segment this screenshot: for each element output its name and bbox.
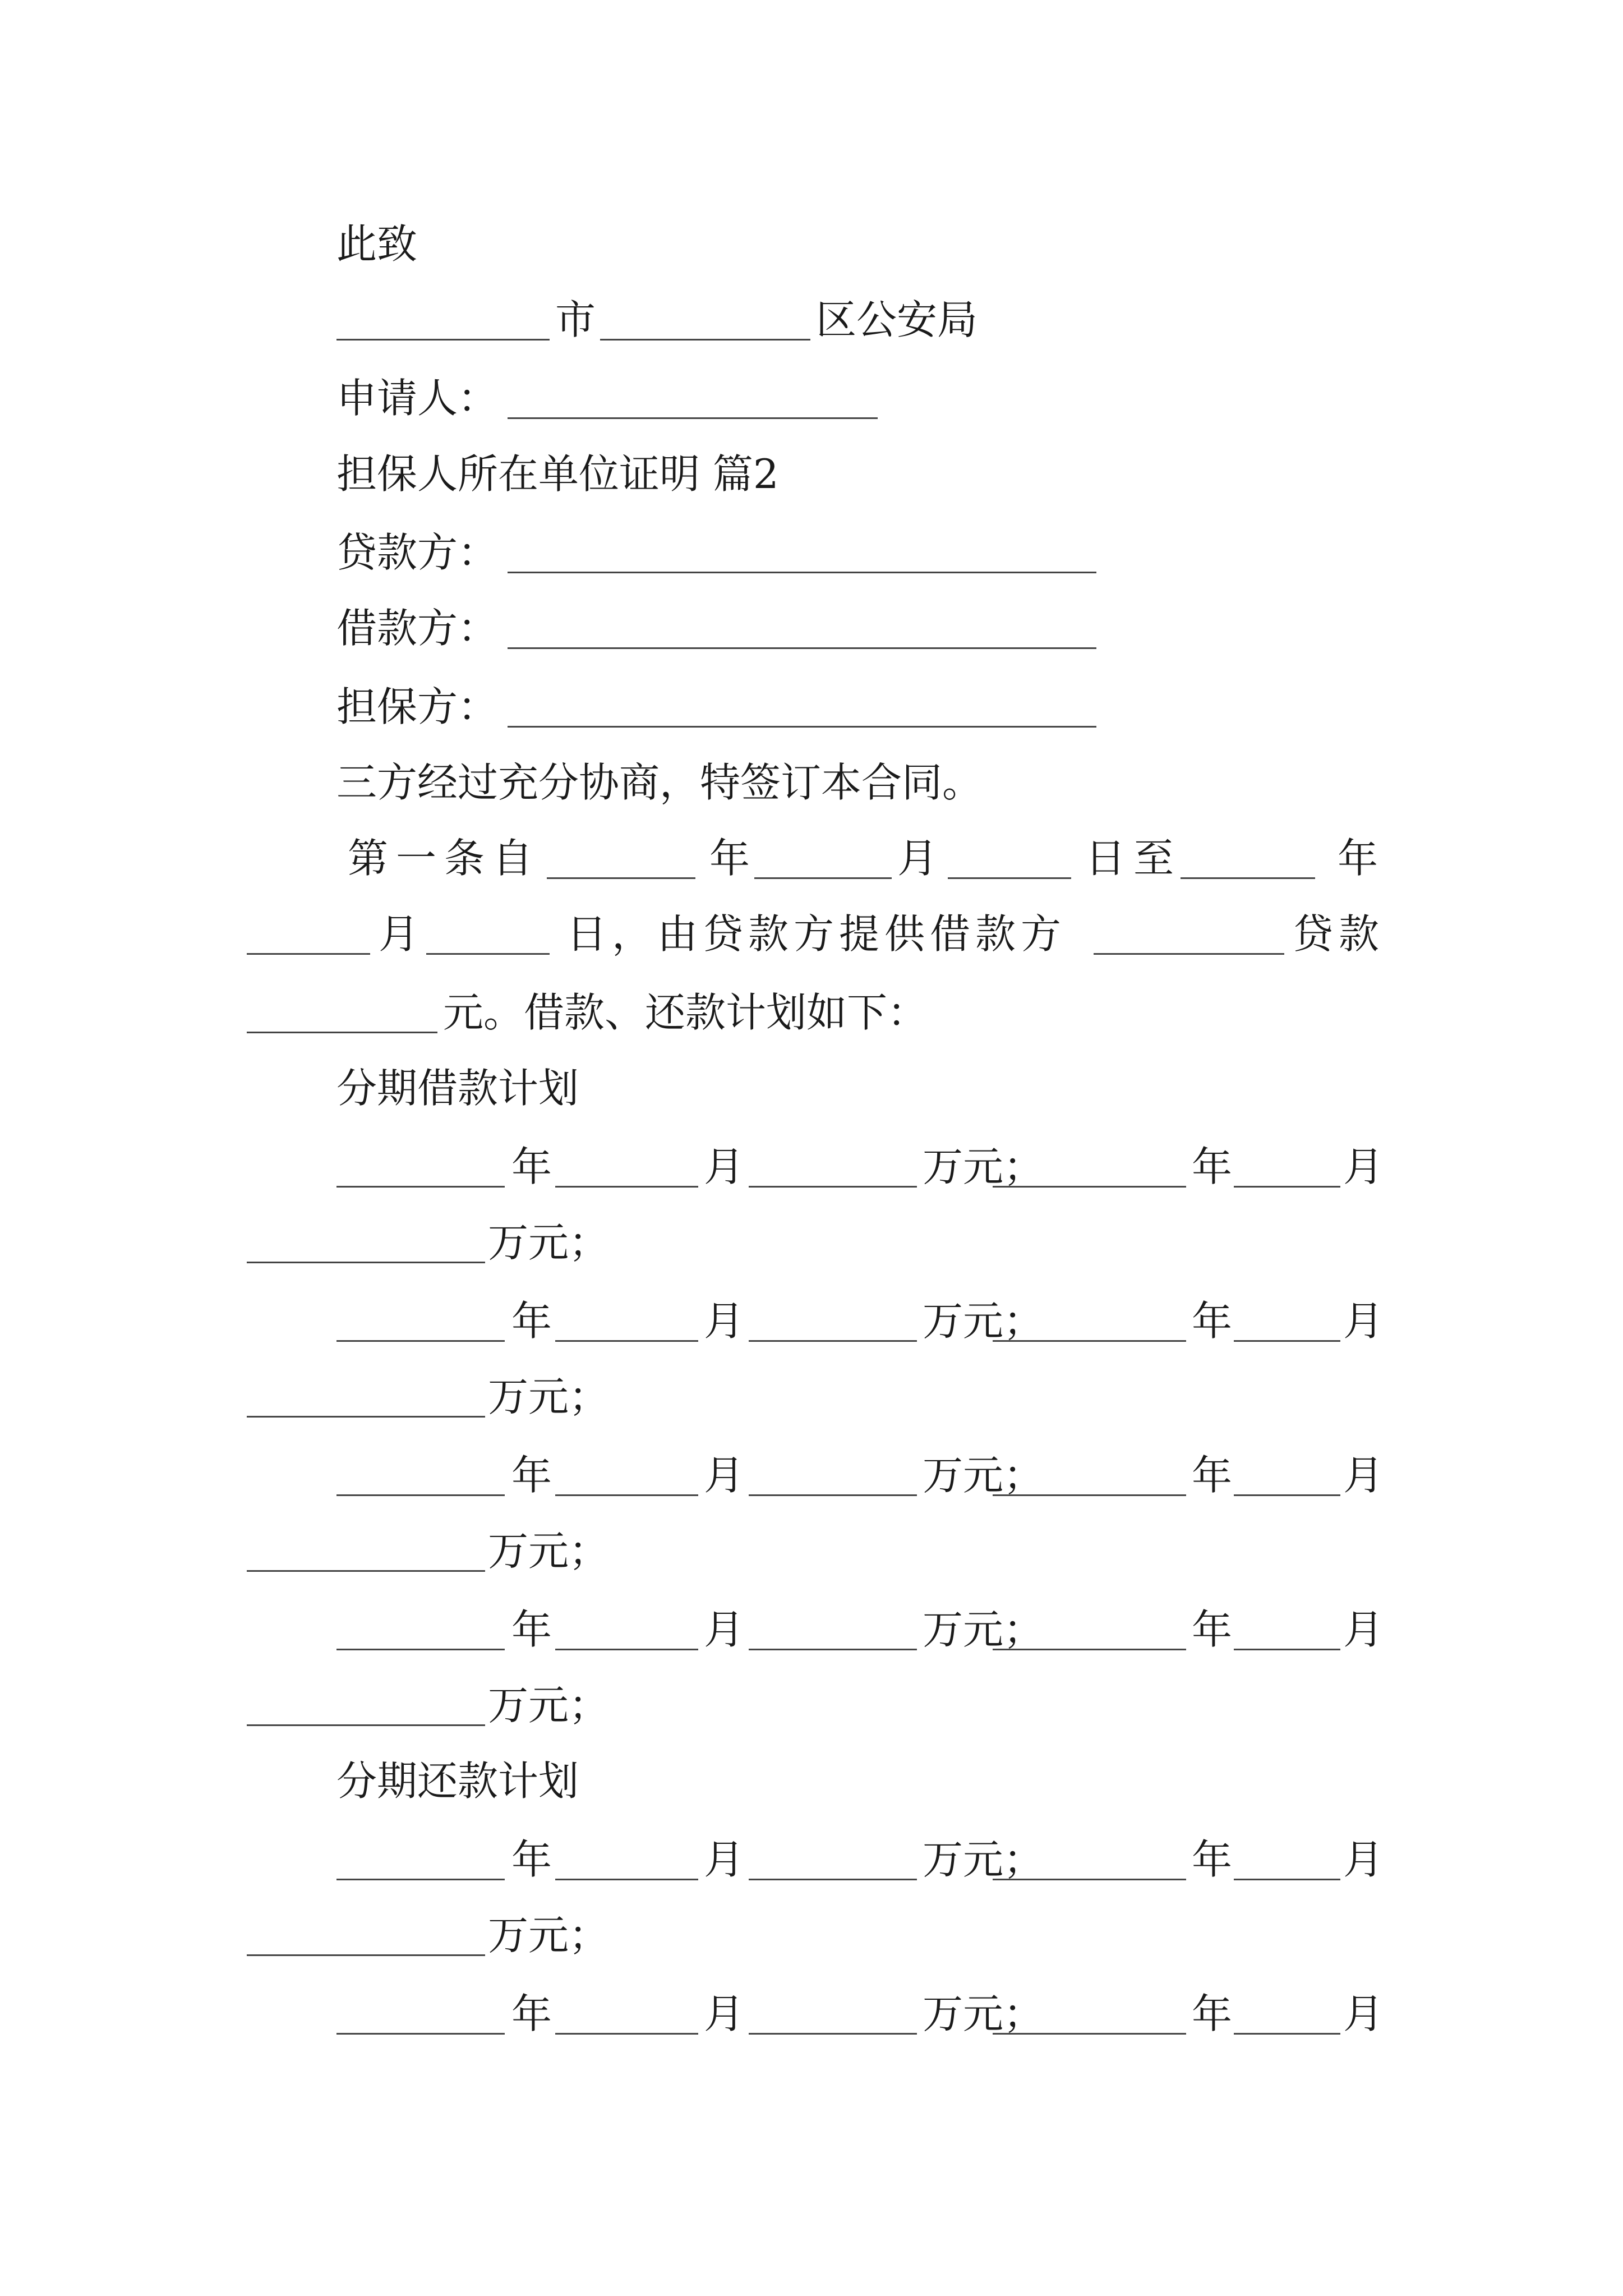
- article1-purpose-blank: [1094, 953, 1284, 955]
- year-unit: 年: [511, 1452, 552, 1499]
- city-blank: [336, 339, 550, 341]
- month-unit: 月: [1343, 1452, 1384, 1499]
- amount-unit: 万元；: [488, 1682, 610, 1729]
- amount-unit: 万元；: [488, 1219, 610, 1266]
- month-unit: 月: [1343, 1297, 1384, 1345]
- fill-in-blank: [993, 1186, 1186, 1188]
- guarantor-blank: [508, 726, 1096, 728]
- borrow-plan-title: 分期借款计划: [336, 1065, 579, 1112]
- fill-in-blank: [555, 1494, 698, 1496]
- year-unit: 年: [511, 1297, 552, 1345]
- month-unit: 月: [704, 1836, 745, 1883]
- fill-in-blank: [749, 2033, 917, 2035]
- fill-in-blank: [1234, 1186, 1340, 1188]
- year-unit: 年: [511, 1990, 552, 2037]
- fill-in-blank: [336, 2033, 505, 2035]
- year-unit: 年: [511, 1606, 552, 1653]
- article1-day-to: 日至: [1085, 835, 1182, 882]
- repay-plan-title: 分期还款计划: [336, 1757, 579, 1805]
- fill-in-blank: [993, 1494, 1186, 1496]
- article1-start-year-blank: [547, 877, 695, 879]
- section-title: 担保人所在单位证明 篇2: [336, 450, 779, 498]
- article1-amount-blank: [247, 1032, 437, 1033]
- fill-in-blank: [1234, 1340, 1340, 1342]
- year-unit: 年: [1192, 1990, 1233, 2037]
- fill-in-blank: [555, 1879, 698, 1880]
- fill-in-blank: [336, 1649, 505, 1650]
- fill-in-blank: [247, 1724, 485, 1726]
- year-unit: 年: [511, 1143, 552, 1190]
- article1-day-comma: 日，由贷款方提供借款方: [566, 910, 1067, 958]
- amount-unit: 万元；: [488, 1912, 610, 1959]
- applicant-label: 申请人：: [336, 375, 499, 422]
- month-unit: 月: [704, 1143, 745, 1190]
- amount-unit: 万元；: [923, 1452, 1044, 1499]
- district-suffix: 区公安局: [816, 296, 978, 343]
- amount-unit: 万元；: [488, 1527, 610, 1575]
- fill-in-blank: [749, 1340, 917, 1342]
- fill-in-blank: [749, 1186, 917, 1188]
- article1-start-year-unit: 年: [709, 835, 750, 882]
- salutation: 此致: [336, 220, 418, 268]
- city-suffix: 市: [555, 296, 596, 343]
- fill-in-blank: [993, 2033, 1186, 2035]
- applicant-blank: [508, 417, 878, 419]
- fill-in-blank: [247, 1262, 485, 1263]
- year-unit: 年: [511, 1836, 552, 1883]
- fill-in-blank: [555, 1186, 698, 1188]
- year-unit: 年: [1192, 1452, 1233, 1499]
- fill-in-blank: [336, 1186, 505, 1188]
- amount-unit: 万元；: [923, 1606, 1044, 1653]
- fill-in-blank: [247, 1416, 485, 1418]
- amount-unit: 万元；: [488, 1373, 610, 1420]
- district-blank: [600, 339, 810, 341]
- article1-start-month-unit: 月: [897, 835, 938, 882]
- intro-text: 三方经过充分协商，特签订本合同。: [336, 759, 983, 806]
- article1-end-month-unit: 月: [379, 910, 419, 958]
- year-unit: 年: [1192, 1143, 1233, 1190]
- article1-end-month-blank: [247, 953, 370, 955]
- amount-unit: 万元；: [923, 1143, 1044, 1190]
- borrower-label: 借款方：: [336, 605, 499, 652]
- fill-in-blank: [1234, 1494, 1340, 1496]
- month-unit: 月: [1343, 1606, 1384, 1653]
- month-unit: 月: [704, 1452, 745, 1499]
- article1-tail: 元。借款、还款计划如下：: [443, 989, 928, 1036]
- fill-in-blank: [336, 1494, 505, 1496]
- lender-label: 贷款方：: [336, 529, 499, 576]
- fill-in-blank: [1234, 1649, 1340, 1650]
- fill-in-blank: [993, 1879, 1186, 1880]
- fill-in-blank: [1234, 2033, 1340, 2035]
- fill-in-blank: [749, 1879, 917, 1880]
- article1-end-day-blank: [426, 953, 550, 955]
- month-unit: 月: [1343, 1990, 1384, 2037]
- month-unit: 月: [704, 1606, 745, 1653]
- month-unit: 月: [704, 1990, 745, 2037]
- article1-part1: 第一条自: [348, 835, 541, 882]
- article1-start-month-blank: [754, 877, 892, 879]
- article1-start-day-blank: [948, 877, 1071, 879]
- fill-in-blank: [336, 1340, 505, 1342]
- guarantor-label: 担保方：: [336, 683, 499, 730]
- fill-in-blank: [247, 1954, 485, 1956]
- amount-unit: 万元；: [923, 1990, 1044, 2037]
- month-unit: 月: [1343, 1143, 1384, 1190]
- fill-in-blank: [555, 1649, 698, 1650]
- article1-loan-label: 贷款: [1293, 910, 1385, 958]
- month-unit: 月: [1343, 1836, 1384, 1883]
- year-unit: 年: [1192, 1836, 1233, 1883]
- fill-in-blank: [749, 1649, 917, 1650]
- lender-blank: [508, 572, 1096, 573]
- fill-in-blank: [336, 1879, 505, 1880]
- fill-in-blank: [247, 1570, 485, 1572]
- amount-unit: 万元；: [923, 1297, 1044, 1345]
- fill-in-blank: [555, 1340, 698, 1342]
- fill-in-blank: [1234, 1879, 1340, 1880]
- fill-in-blank: [749, 1494, 917, 1496]
- article1-end-year-unit: 年: [1338, 835, 1378, 882]
- article1-end-year-blank: [1181, 877, 1315, 879]
- year-unit: 年: [1192, 1297, 1233, 1345]
- fill-in-blank: [993, 1649, 1186, 1650]
- amount-unit: 万元；: [923, 1836, 1044, 1883]
- borrower-blank: [508, 647, 1096, 649]
- fill-in-blank: [555, 2033, 698, 2035]
- month-unit: 月: [704, 1297, 745, 1345]
- year-unit: 年: [1192, 1606, 1233, 1653]
- fill-in-blank: [993, 1340, 1186, 1342]
